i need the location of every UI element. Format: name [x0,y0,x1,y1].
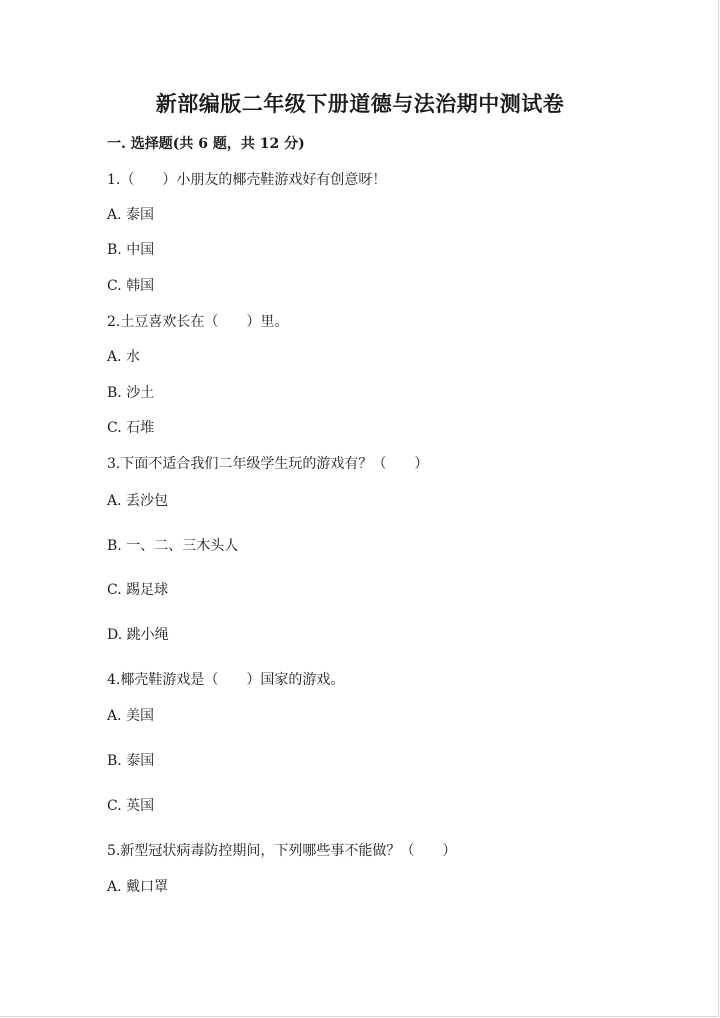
question-1-option-c: C. 韩国 [107,278,155,294]
question-2-text: 2.土豆喜欢长在（ ）里。 [107,314,289,330]
question-4-option-c: C. 英国 [107,798,155,814]
question-3-option-d: D. 跳小绳 [107,627,169,643]
question-3-option-b: B. 一、二、三木头人 [107,538,239,554]
question-4-option-a: A. 美国 [107,708,155,724]
question-2-option-c: C. 石堆 [107,420,155,436]
question-3-option-a: A. 丢沙包 [107,493,169,509]
question-5-text: 5.新型冠状病毒防控期间，下列哪些事不能做？（ ） [107,843,457,859]
question-3-text: 3.下面不适合我们二年级学生玩的游戏有？（ ） [107,456,429,472]
question-4-option-b: B. 泰国 [107,753,155,769]
question-2-option-a: A. 水 [107,349,141,365]
section-heading: 一. 选择题(共 6 题，共 12 分) [107,136,305,152]
question-1-text: 1.（ ）小朋友的椰壳鞋游戏好有创意呀！ [107,172,387,188]
question-4-text: 4.椰壳鞋游戏是（ ）国家的游戏。 [107,672,345,688]
question-2-option-b: B. 沙土 [107,385,155,401]
question-5-option-a: A. 戴口罩 [107,879,169,895]
question-1-option-a: A. 泰国 [107,207,155,223]
question-3-option-c: C. 踢足球 [107,582,169,598]
page-title: 新部编版二年级下册道德与法治期中测试卷 [155,91,565,116]
question-1-option-b: B. 中国 [107,242,155,258]
